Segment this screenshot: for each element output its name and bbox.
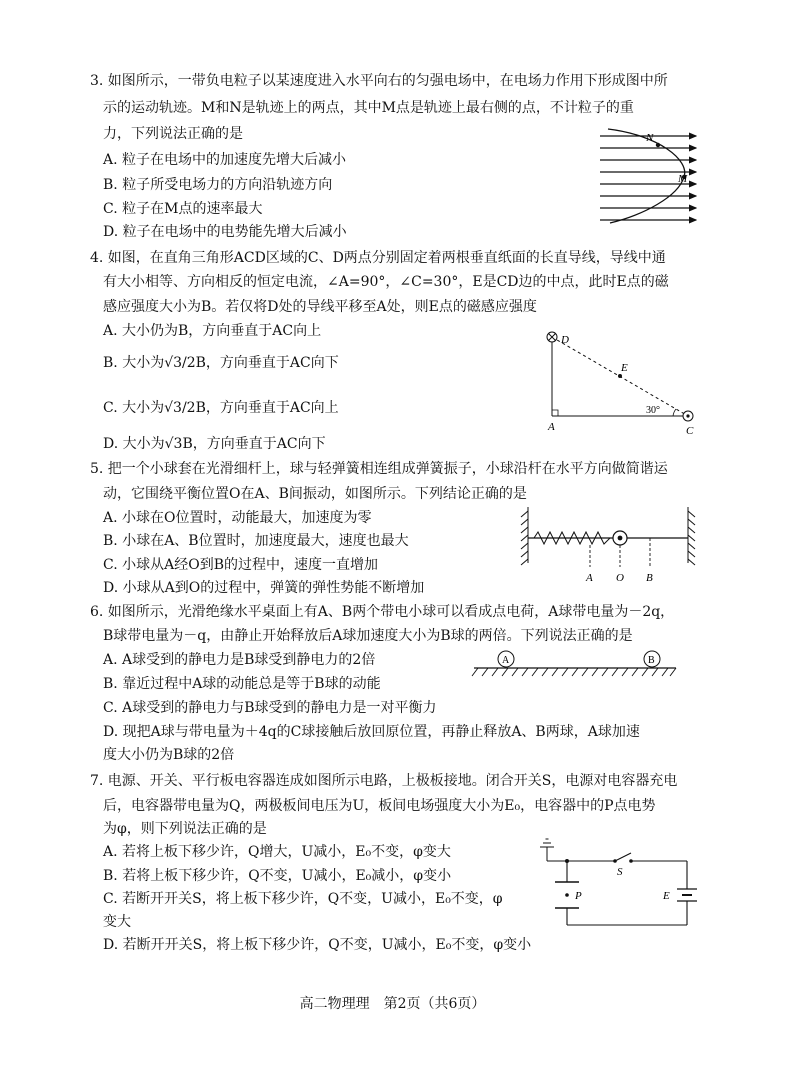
label-e: E: [621, 362, 628, 374]
q3-option-d: D. 粒子在电场中的电势能先增大后减小: [103, 224, 347, 240]
q4-option-a: A. 大小仍为B，方向垂直于AC向上: [103, 323, 322, 339]
table-hatching: [472, 668, 676, 676]
q5-stem-line-1: 5. 把一个小球套在光滑细杆上，球与轻弹簧相连组成弹簧振子，小球沿杆在水平方向做简谐运: [90, 461, 668, 477]
label-n: N: [646, 132, 654, 144]
wire-c-out-of-page-icon: [683, 411, 693, 421]
q7-option-c-cont: 变大: [103, 914, 131, 930]
q6-option-d: D. 现把A球与带电量为＋4q的C球接触后放回原位置，再静止释放A、B两球，A球加速: [103, 724, 640, 740]
label-b: B: [648, 655, 655, 666]
q3-stem-line-2: 示的运动轨迹。M和N是轨迹上的两点，其中M点是轨迹上最右侧的点，不计粒子的重: [103, 100, 634, 116]
ball: [613, 531, 627, 545]
wire-d-into-page-icon: [547, 332, 557, 342]
label-m: M: [678, 173, 688, 185]
left-wall: [521, 507, 528, 565]
label-p: P: [575, 890, 582, 902]
q6-option-d-cont: 度大小仍为B球的2倍: [103, 747, 235, 763]
q3-option-b: B. 粒子所受电场力的方向沿轨迹方向: [103, 177, 333, 193]
q5-option-c: C. 小球从A经O到B的过程中，速度一直增加: [103, 557, 378, 573]
label-e: E: [663, 890, 670, 902]
q6-option-a: A. A球受到的静电力是B球受到静电力的2倍: [103, 652, 376, 668]
q4-stem-line-1: 4. 如图，在直角三角形ACD区域的C、D两点分别固定着两根垂直纸面的长直导线，导线中通: [90, 250, 666, 266]
junction-dot: [565, 859, 569, 863]
q7-option-c: C. 若断开开关S，将上板下移少许，Q不变，U减小，E₀不变，φ: [103, 891, 503, 907]
label-a: A: [548, 421, 555, 433]
label-a: A: [502, 655, 510, 666]
label-s: S: [617, 866, 623, 878]
angle-30-label: 30°: [646, 405, 660, 416]
q3-option-c: C. 粒子在M点的速率最大: [103, 201, 263, 217]
q6-option-b: B. 靠近过程中A球的动能总是等于B球的动能: [103, 676, 381, 692]
q7-stem-line-2: 后，电容器带电量为Q，两极板间电压为U，板间电场强度大小为E₀，电容器中的P点电势: [103, 798, 656, 814]
label-a: A: [586, 572, 593, 584]
spring: [528, 532, 614, 544]
battery-e: [677, 889, 697, 901]
q5-stem-line-2: 动，它围绕平衡位置O在A、B间振动，如图所示。下列结论正确的是: [103, 486, 527, 502]
switch-s: [613, 853, 633, 863]
q4-option-b: B. 大小为√3/2B，方向垂直于AC向下: [103, 355, 339, 371]
q5-option-b: B. 小球在A、B位置时，加速度最大，速度也最大: [103, 533, 409, 549]
q3-stem-line-1: 3. 如图所示，一带负电粒子以某速度进入水平向右的匀强电场中，在电场力作用下形成图中所: [90, 73, 668, 89]
q4-option-d: D. 大小为√3B，方向垂直于AC向下: [103, 436, 326, 452]
q3-option-a: A. 粒子在电场中的加速度先增大后减小: [103, 152, 347, 168]
q7-option-d: D. 若断开开关S，将上板下移少许，Q不变，U减小，E₀不变，φ变小: [103, 937, 532, 953]
q3-stem-line-3: 力，下列说法正确的是: [103, 126, 243, 142]
q6-option-c: C. A球受到的静电力与B球受到的静电力是一对平衡力: [103, 700, 437, 716]
point-e-dot: [618, 374, 622, 378]
label-d: D: [561, 334, 569, 346]
q7-stem-line-3: 为φ，则下列说法正确的是: [103, 821, 267, 837]
q6-stem-line-1: 6. 如图所示，光滑绝缘水平桌面上有A、B两个带电小球可以看成点电荷，A球带电量为－2q，: [90, 604, 675, 620]
label-c: C: [686, 425, 694, 437]
q4-stem-line-3: 感应强度大小为B。若仅将D处的导线平移至A处，则E点的磁感应强度: [103, 299, 537, 315]
q5-spring-oscillator-figure: [518, 505, 700, 587]
ground-symbol: [540, 839, 567, 861]
page-footer: 高二物理理 第2页（共6页）: [299, 996, 486, 1012]
q4-stem-line-2: 有大小相等、方向相反的恒定电流，∠A=90°，∠C=30°，E是CD边的中点，此时E点的磁: [103, 274, 669, 290]
label-b: B: [646, 572, 653, 584]
point-n-dot: [656, 143, 660, 147]
q3-electric-field-figure: [598, 125, 702, 225]
q4-option-c: C. 大小为√3/2B，方向垂直于AC向上: [103, 400, 339, 416]
q4-triangle-figure: [540, 322, 705, 437]
angle-arc: [673, 409, 676, 416]
right-wall: [688, 507, 695, 565]
right-angle-mark: [552, 410, 558, 416]
q5-option-a: A. 小球在O位置时，动能最大，加速度为零: [103, 510, 372, 526]
q7-option-b: B. 若将上板下移少许，Q不变，U减小，E₀减小，φ变小: [103, 868, 452, 884]
q7-option-a: A. 若将上板下移少许，Q增大，U减小，E₀不变，φ变大: [103, 844, 451, 860]
q5-option-d: D. 小球从A到O的过程中，弹簧的弹性势能不断增加: [103, 580, 425, 596]
label-o: O: [616, 572, 624, 584]
q6-stem-line-2: B球带电量为－q，由静止开始释放后A球加速度大小为B球的两倍。下列说法正确的是: [103, 628, 633, 644]
q7-stem-line-1: 7. 电源、开关、平行板电容器连成如图所示电路，上极板接地。闭合开关S，电源对电容器充电: [90, 773, 678, 789]
q7-capacitor-circuit-figure: [535, 835, 705, 935]
q6-two-charges-figure: [470, 648, 680, 680]
point-p-dot: [565, 893, 569, 897]
